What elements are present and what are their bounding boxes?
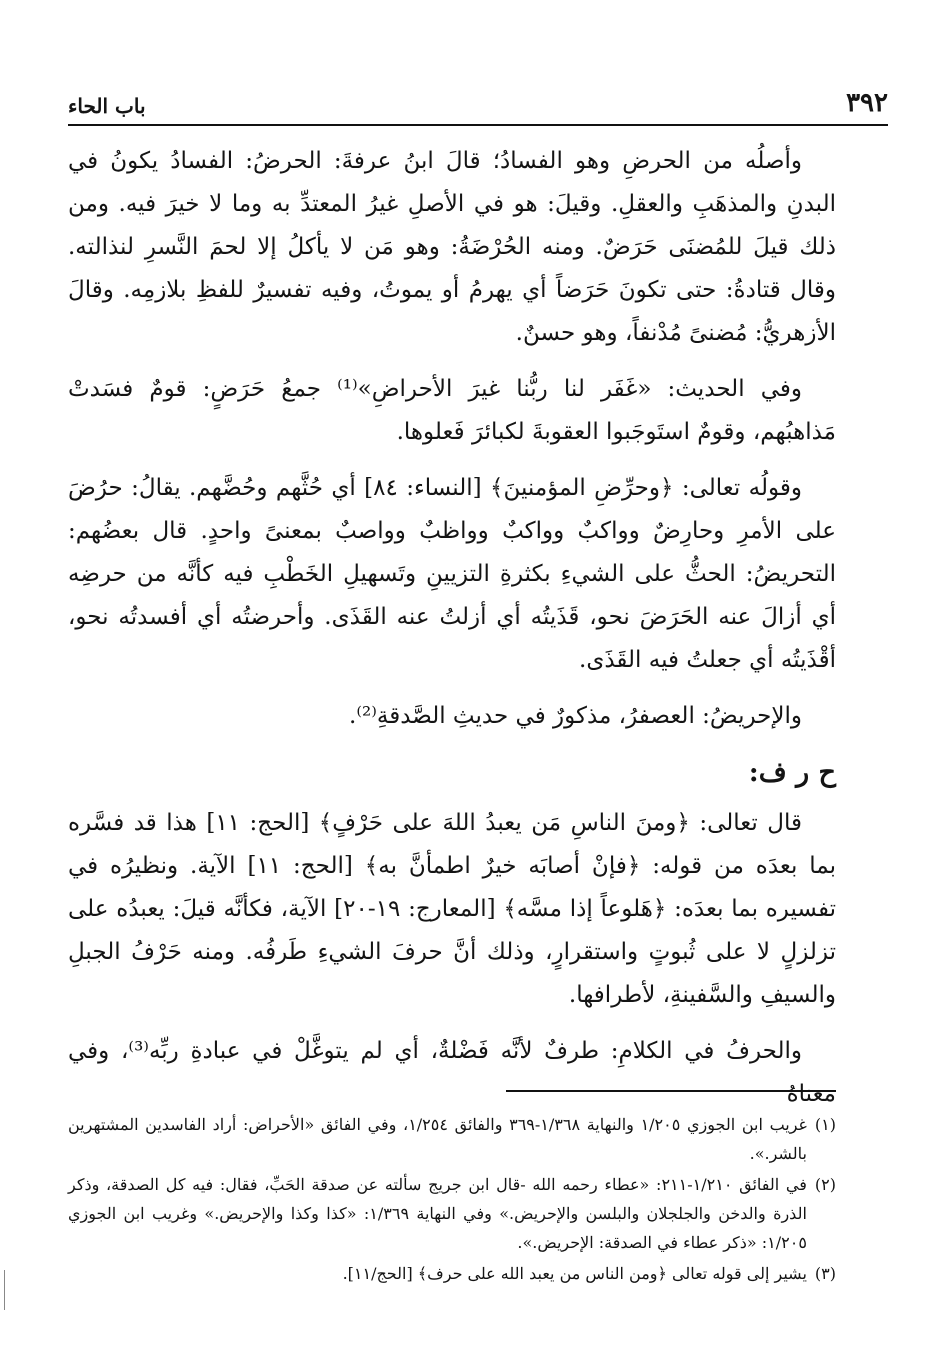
entry-heading: ح ر ف: [748,757,836,788]
page-number: ٣٩٢ [846,88,888,118]
footnote-text: يشير إلى قوله تعالى ﴿ومن الناس من يعبد الله على حرف﴾ [الحج/١١]. [342,1264,807,1283]
footnote-number: (١) [814,1115,836,1134]
footnote [68,1259,836,1288]
paragraph: والإحريضُ: العصفرُ، مذكورٌ في حديثِ الصَّدقةِ⁽²⁾. [349,703,802,729]
page-header [68,78,888,118]
footnote-rule [506,1090,836,1092]
paragraph: وفي الحديث: «غَفَر لنا ربُّنا غيرَ الأحراضِ»⁽¹⁾ جمعُ حَرَضٍ: قومٌ فسَدتْ مَذاهبُهم، وقومٌ استَوجَبوا العقوبةَ لكبائرَ فَعلوها. [68,376,836,445]
footnotes [68,1110,836,1290]
footnote-number: (٢) [814,1175,836,1194]
paragraph: والحرفُ في الكلامِ: طرفٌ لأنَّه فَضْلةٌ، أي لم يتوغَّلْ في عبادةِ ربِّه⁽³⁾، وفي معناهُ [68,1038,836,1107]
footnote [68,1110,836,1168]
footnote [68,1170,836,1257]
footnote-text: غريب ابن الجوزي ١/٢٠٥ والنهاية ١/٣٦٨-٣٦٩ والفائق ١/٢٥٤، وفي الفائق «الأحراض: أراد الفاسدين المشتهرين بالشر.». [68,1115,807,1163]
paragraph: وقولُه تعالى: ﴿وحرِّضِ المؤمنينَ﴾ [النساء: ٨٤] أي حُثَّهم وحُضَّهم. يقالُ: حرُضَ على الأمرِ وحارِضٌ وواكبٌ وواكبٌ وواظبٌ وواصبٌ بمعنىً واحدٍ. قال بعضُهم: التحريضُ: الحثُّ على الشيءِ بكثرةِ التزيينِ وتَسهيلِ الخَطْبِ فيه كأنَّه من حرضِه أي أزالَ عنه الحَرَضَ نحو، قَذَيتُه أي أزلتُ عنه القَذَى. وأحرضتُه أي أفسدتُه نحو، أقْذَيتُه أي جعلتُ فيه القَذَى. [68,475,836,673]
paragraph: وأصلُه من الحرضِ وهو الفسادُ؛ قالَ ابنُ عرفةَ: الحرضُ: الفسادُ يكونُ في البدنِ والمذهَبِ والعقلِ. وقيلَ: هو في الأصلِ غيرُ المعتدِّ به وما لا خيرَ فيه. ومن ذلك قيلَ للمُضنَى حَرَضٌ. ومنه الحُرْضَةُ: وهو مَن لا يأكلُ إلا لحمَ النَّسرِ لنذالته. وقال قتادةُ: حتى تكونَ حَرَضاً أي يهرمُ أو يموتُ، وفيه تفسيرٌ للفظِ بلازمِه. وقالَ الأزهريُّ: مُضنىً مُدْنفاً، وهو حسنٌ. [68,148,836,346]
footnote-text: في الفائق ١/٢١٠-٢١١: «عطاء رحمه الله -قال ابن جريج سألته عن صدقة الحَبِّ، فقال: فيه كل الصدقة، وذكر الذرة والدخن والجلجلان والبلسن والإحريض.» وفي النهاية ١/٣٦٩: «كذا وكذا والإحريض.» وغريب ابن الجوزي ١/٢٠٥: «ذكر عطاء في الصدقة: الإحريض.». [68,1175,807,1252]
running-head: باب الحاء [68,94,146,118]
footnote-number: (٣) [814,1264,836,1283]
scan-margin-mark [4,1270,5,1310]
paragraph: قال تعالى: ﴿ومنَ الناسِ مَن يعبدُ اللهَ على حَرْفٍ﴾ [الحج: ١١] هذا قد فسَّره بما بعدَه من قوله: ﴿فإنْ أصابَه خيرٌ اطمأنَّ به﴾ [الحج: ١١] الآية. ونظيرُه في تفسيره بما بعدَه: ﴿هَلوعاً إذا مسَّه﴾ [المعارج: ١٩-٢٠] الآية، فكأنَّه قيلَ: يعبدُه على تزلزلٍ لا على ثُبوتٍ واستقرارٍ، وذلك أنَّ حرفَ الشيءِ طَرفُه. ومنه حَرْفُ الجبلِ والسيفِ والسَّفينةِ، لأطرافها. [68,810,836,1008]
main-text [68,140,836,1129]
header-rule [68,124,888,126]
